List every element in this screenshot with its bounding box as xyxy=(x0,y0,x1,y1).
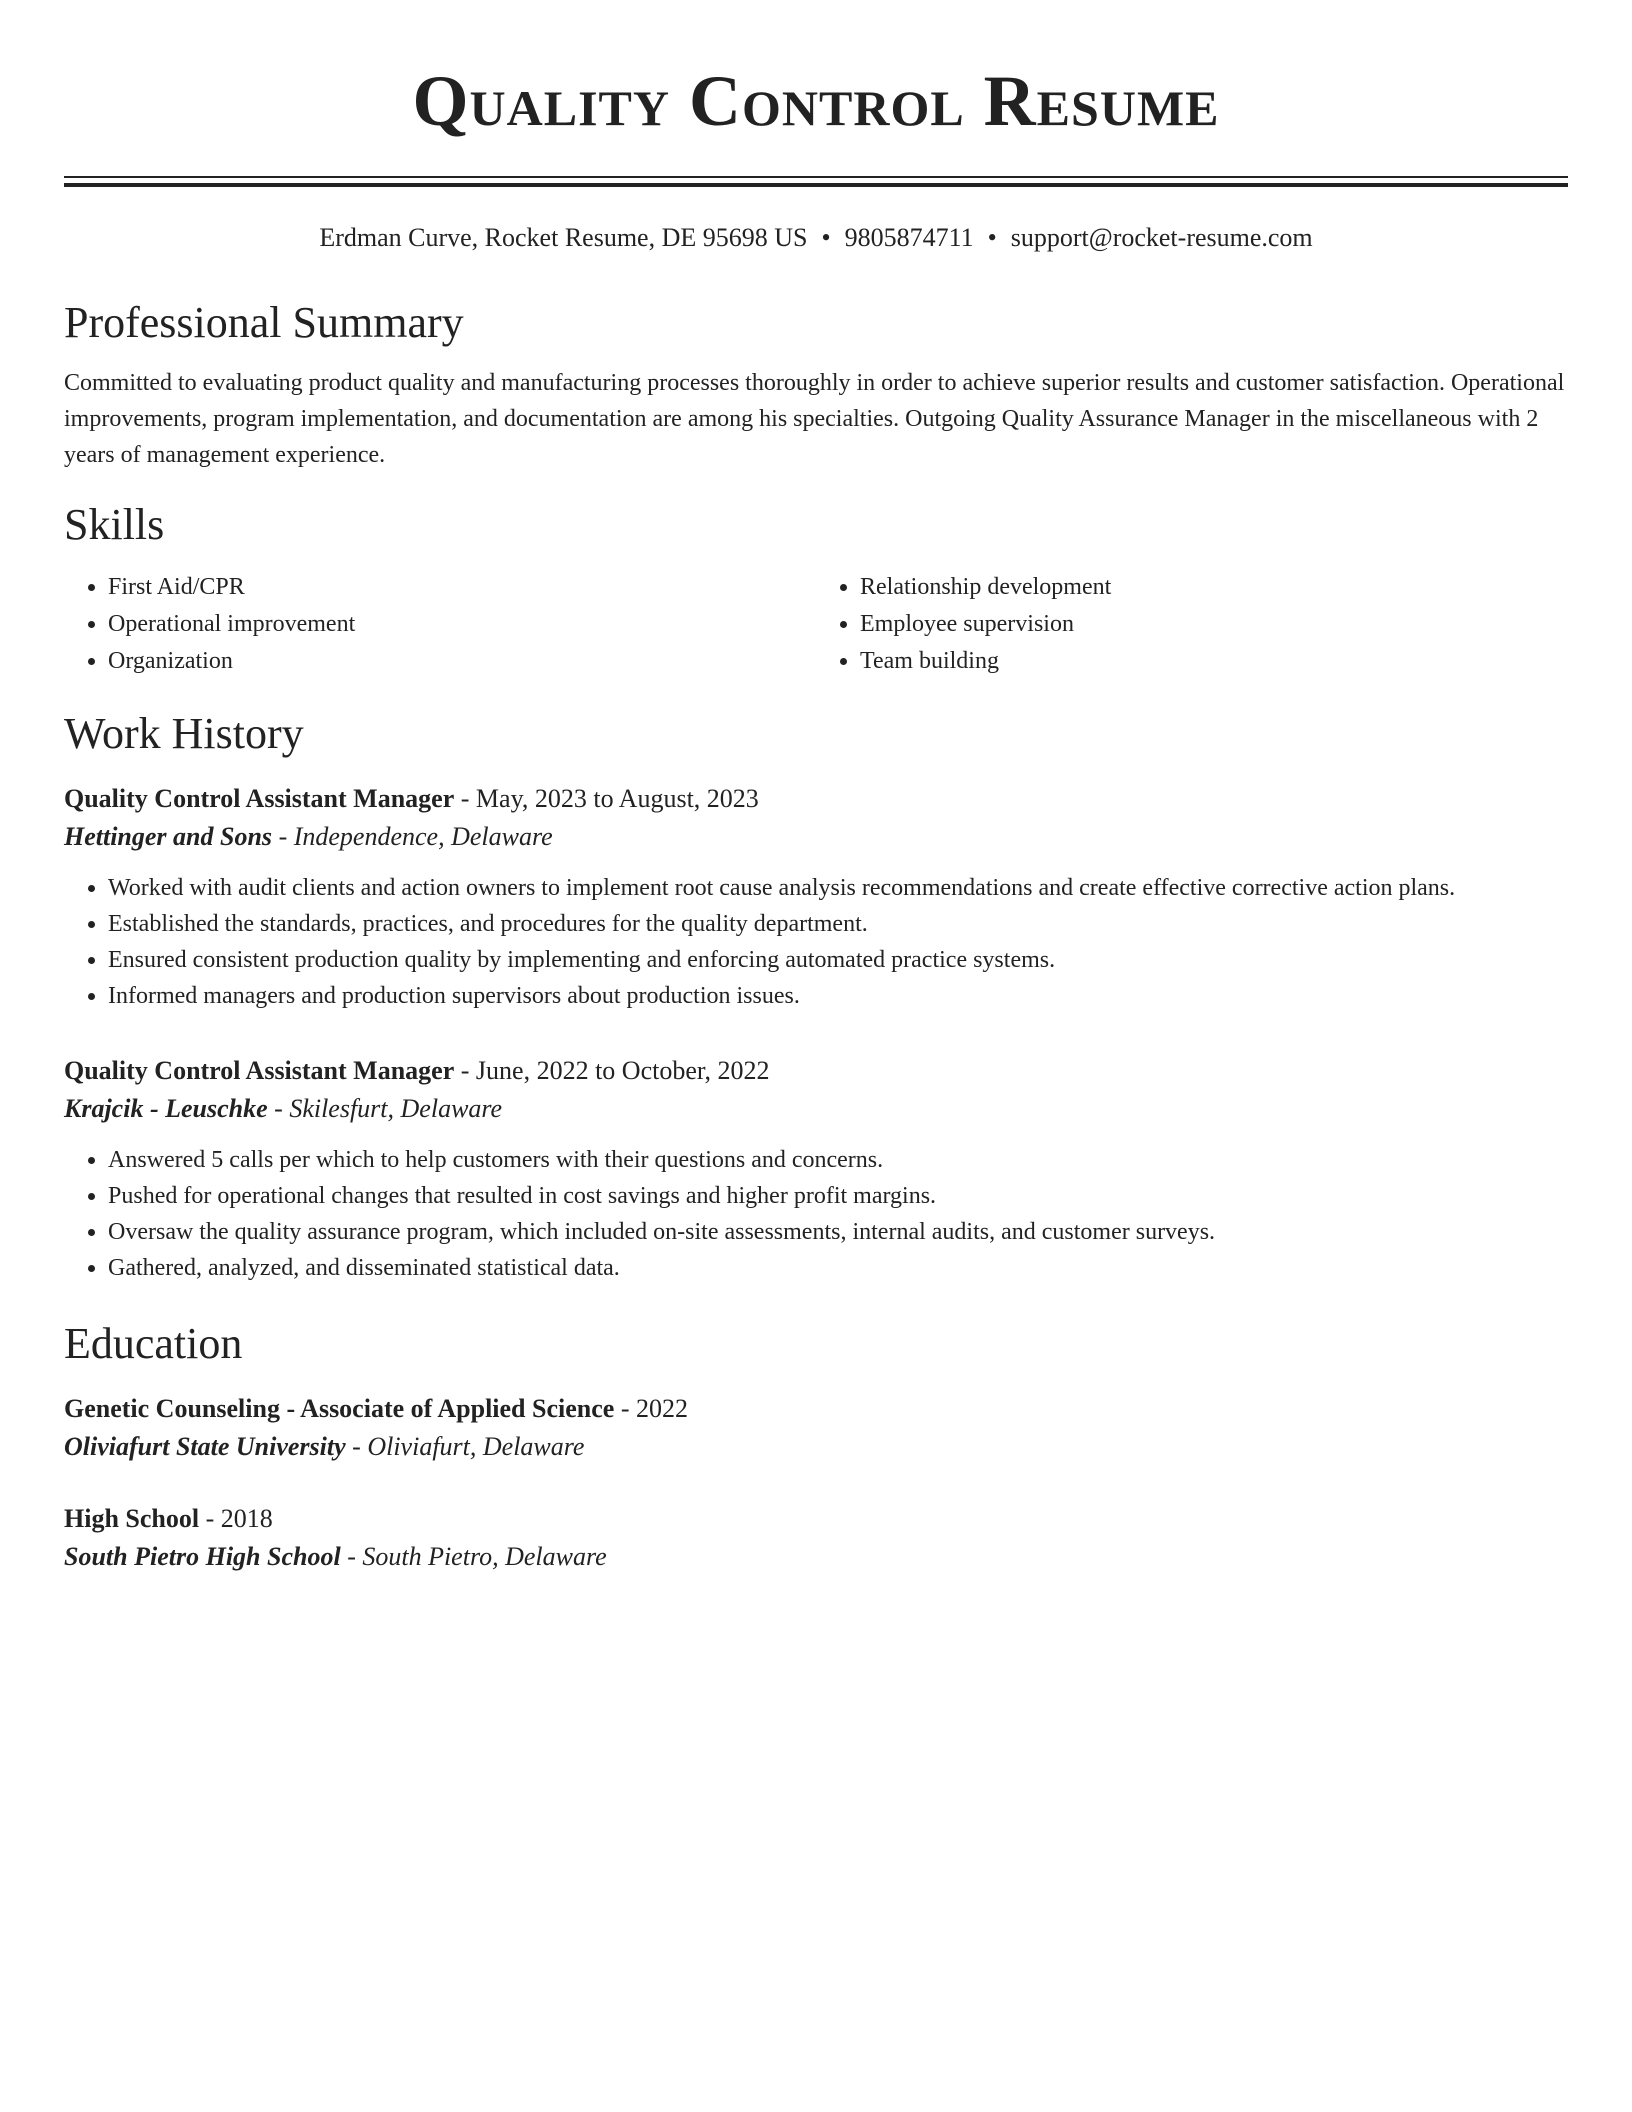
school-location: - Oliviafurt, Delaware xyxy=(345,1432,585,1461)
contact-line xyxy=(64,221,1568,255)
job-title-line xyxy=(64,780,1568,818)
job-bullets xyxy=(64,1142,1568,1286)
job-entry xyxy=(64,1052,1568,1286)
contact-separator: • xyxy=(987,223,997,252)
job-company-line xyxy=(64,1090,1568,1128)
contact-email: support@rocket-resume.com xyxy=(1010,223,1313,252)
skill-item: • Operational improvement xyxy=(108,606,816,643)
contact-separator: • xyxy=(821,223,831,252)
skill-item: • Relationship development xyxy=(860,569,1568,606)
job-bullet: • Established the standards, practices, and procedures for the quality department. xyxy=(108,906,1568,942)
resume-title: Quality Control Resume xyxy=(412,61,1220,141)
job-bullet: • Gathered, analyzed, and disseminated statistical data. xyxy=(108,1250,1568,1286)
skill-item: • Organization xyxy=(108,643,816,680)
job-title-line xyxy=(64,1052,1568,1090)
contact-address: Erdman Curve, Rocket Resume, DE 95698 US xyxy=(319,223,808,252)
job-title: Quality Control Assistant Manager xyxy=(64,784,455,813)
school-line xyxy=(64,1428,1568,1466)
contact-phone: 9805874711 xyxy=(844,223,974,252)
work-history-heading: Work History xyxy=(64,709,304,758)
job-title: Quality Control Assistant Manager xyxy=(64,1056,455,1085)
job-bullet: • Pushed for operational changes that resulted in cost savings and higher profit margins. xyxy=(108,1178,1568,1214)
job-bullet: • Worked with audit clients and action owners to implement root cause analysis recommendations and create effective corrective action plans. xyxy=(108,870,1568,906)
job-company-line xyxy=(64,818,1568,856)
skill-item: • Employee supervision xyxy=(860,606,1568,643)
school-name: Oliviafurt State University xyxy=(64,1432,346,1461)
title-divider-thin xyxy=(64,176,1568,178)
job-location: - Independence, Delaware xyxy=(272,822,553,851)
job-bullet: • Answered 5 calls per which to help customers with their questions and concerns. xyxy=(108,1142,1568,1178)
skill-item: • Team building xyxy=(860,643,1568,680)
graduation-year: - 2022 xyxy=(614,1394,688,1423)
skill-item: • First Aid/CPR xyxy=(108,569,816,606)
job-bullet: • Ensured consistent production quality by implementing and enforcing automated practice systems. xyxy=(108,942,1568,978)
school-location: - South Pietro, Delaware xyxy=(340,1542,607,1571)
skills-column-right xyxy=(816,569,1568,680)
job-bullets xyxy=(64,870,1568,1014)
job-company: Hettinger and Sons xyxy=(64,822,273,851)
title-divider-thick xyxy=(64,183,1568,187)
school-name: South Pietro High School xyxy=(64,1542,341,1571)
graduation-year: - 2018 xyxy=(199,1504,273,1533)
skills-column-left xyxy=(64,569,816,680)
job-entry xyxy=(64,780,1568,1014)
job-location: - Skilesfurt, Delaware xyxy=(267,1094,503,1123)
job-dates: - May, 2023 to August, 2023 xyxy=(454,784,759,813)
summary-heading: Professional Summary xyxy=(64,298,464,347)
job-bullet: • Informed managers and production supervisors about production issues. xyxy=(108,978,1568,1014)
skills-heading: Skills xyxy=(64,500,165,549)
school-line xyxy=(64,1538,1568,1576)
skills-list xyxy=(64,569,1568,680)
job-company: Krajcik - Leuschke xyxy=(64,1094,268,1123)
degree: High School xyxy=(64,1504,200,1533)
job-bullet: • Oversaw the quality assurance program, which included on-site assessments, internal audits, and customer surveys. xyxy=(108,1214,1568,1250)
education-entry xyxy=(64,1390,1568,1466)
job-dates: - June, 2022 to October, 2022 xyxy=(454,1056,770,1085)
summary-text: Committed to evaluating product quality and manufacturing processes thoroughly in order to achieve superior results and customer satisfaction. Operational improvements, program implementation, and documentation are among his specialties. Outgoing Quality Assurance Manager in the miscellaneous with 2 years of management experience. xyxy=(64,370,1565,468)
degree-line xyxy=(64,1390,1568,1428)
education-entry xyxy=(64,1500,1568,1576)
degree: Genetic Counseling - Associate of Applied Science xyxy=(64,1394,615,1423)
degree-line xyxy=(64,1500,1568,1538)
education-heading: Education xyxy=(64,1319,243,1368)
